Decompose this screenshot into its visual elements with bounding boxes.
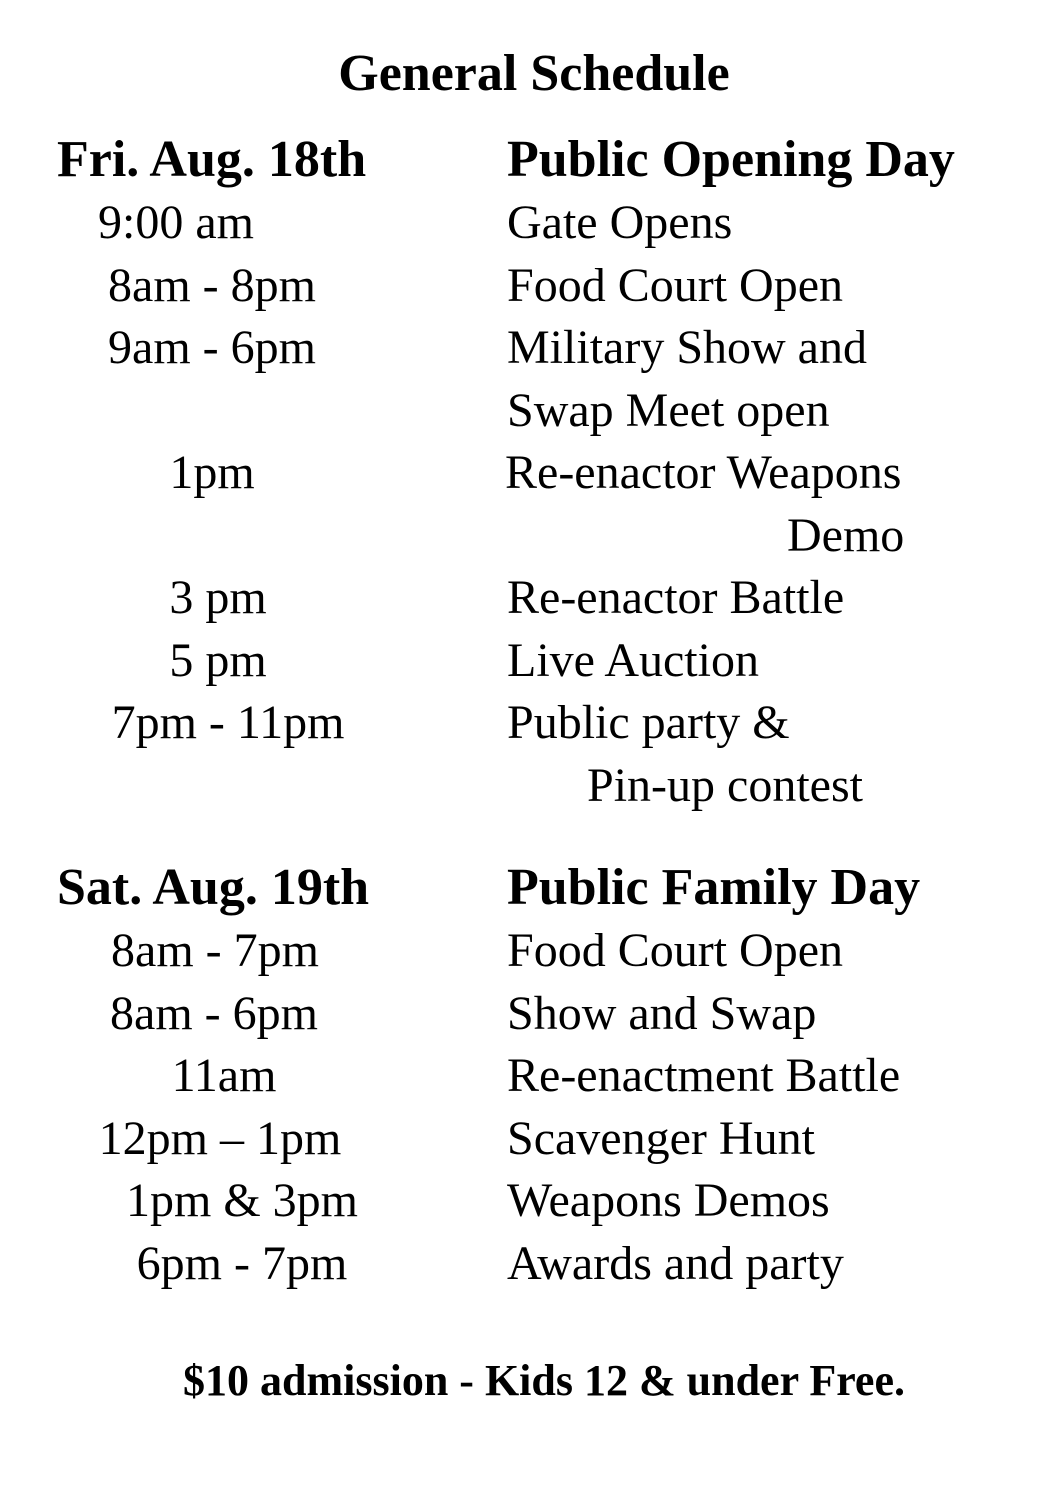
day-date: Fri. Aug. 18th [57,131,367,188]
schedule-event-line: Show and Swap [507,986,817,1040]
schedule-row [0,692,1051,817]
schedule-event-line: Demo [787,508,905,562]
schedule-event [507,920,843,983]
schedule-time: 5 pm [169,633,267,687]
schedule-time: 9am - 6pm [108,321,316,374]
schedule-row [0,192,1051,255]
schedule-event [507,1170,830,1233]
schedule-row [0,1045,1051,1108]
schedule-time: 1pm & 3pm [125,1174,358,1227]
schedule-row [0,255,1051,318]
schedule-event [507,192,732,255]
schedule-time: 12pm – 1pm [98,1111,342,1165]
schedule-event [505,442,904,567]
schedule-event-line: Awards and party [507,1236,844,1290]
schedule-event-line: Pin-up contest [587,758,863,812]
schedule-row [0,983,1051,1046]
schedule-row [0,920,1051,983]
schedule-time: 8am - 6pm [110,986,318,1040]
schedule-event [507,983,816,1046]
day-section-saturday [0,856,1051,1295]
schedule-row [0,442,1051,567]
schedule-row [0,1108,1051,1171]
schedule-event-line: Re-enactor Battle [507,571,845,624]
schedule-event-line: Public party & [507,696,790,749]
schedule-event-line: Scavenger Hunt [507,1111,815,1165]
schedule-event [507,1108,815,1171]
schedule-time: 3 pm [169,571,267,624]
schedule-event [507,1045,900,1108]
schedule-time: 8am - 8pm [108,258,316,312]
day-header [0,128,1051,192]
schedule-row [0,1233,1051,1296]
schedule-event [507,567,844,630]
schedule-row [0,630,1051,693]
schedule-row [0,1170,1051,1233]
schedule-time: 9:00 am [98,196,254,249]
schedule-time: 6pm - 7pm [136,1236,348,1290]
schedule-event-line: Swap Meet open [507,383,830,437]
schedule-row [0,317,1051,442]
day-section-friday [0,128,1051,817]
schedule-event [507,317,867,442]
schedule-time: 8am - 7pm [111,924,319,977]
day-name: Public Family Day [507,859,921,916]
schedule-event-line: Re-enactment Battle [507,1049,901,1102]
schedule-event-line: Food Court Open [507,924,843,977]
schedule-event [507,1233,844,1296]
schedule-event-line: Weapons Demos [507,1174,830,1227]
page-title: General Schedule [338,45,730,102]
day-date: Sat. Aug. 19th [57,859,370,916]
schedule-row [0,567,1051,630]
schedule-event-line: Food Court Open [507,258,843,312]
schedule-event-line: Live Auction [507,633,759,687]
day-header [0,856,1051,920]
schedule-event [507,255,843,318]
schedule-time: 7pm - 11pm [111,696,345,749]
schedule-time: 11am [171,1049,277,1102]
day-name: Public Opening Day [507,131,955,188]
schedule-event [507,692,863,817]
schedule-event [507,630,759,693]
schedule-event-line: Gate Opens [507,196,733,249]
schedule-time: 1pm [169,446,255,499]
schedule-event-line: Re-enactor Weapons [505,446,902,499]
admission-note: $10 admission - Kids 12 & under Free. [183,1356,905,1405]
schedule-event-line: Military Show and [507,321,867,374]
